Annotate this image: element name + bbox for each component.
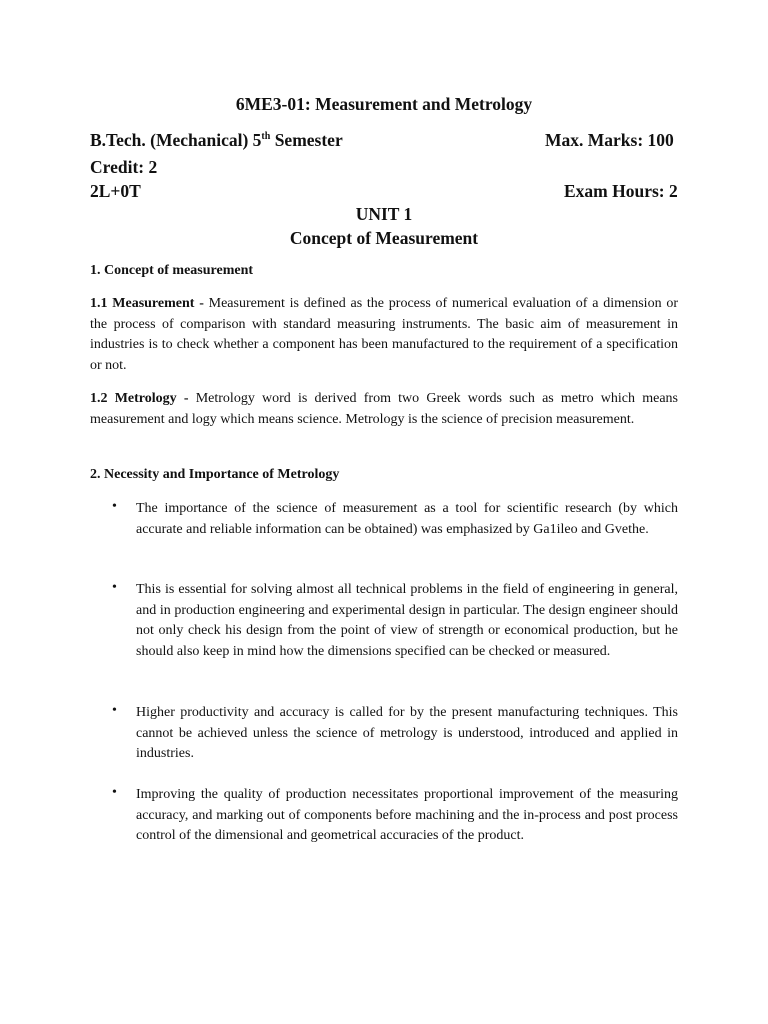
list-item: This is essential for solving almost all technical problems in the field of engineering in general, and in production engineering and experimental design in particular. The design engineer should not only check his design from the point of view of strength or economical production, but he should also keep in mind how the dimensions specified can be checked or measured. <box>136 582 678 659</box>
paragraph-measurement-text: Measurement is defined as the process of numerical evaluation of a dimension or the process of comparison with standard measuring instruments. The basic aim of measurement in industries is to check whether a component has been manufactured to the requirement of a specification or not. <box>90 296 679 373</box>
bullet-icon: • <box>112 580 117 595</box>
paragraph-measurement-label: 1.1 Measurement - <box>90 296 204 311</box>
program-suffix: Semester <box>270 130 343 150</box>
list-item: Improving the quality of production necessitates proportional improvement of the measuring accuracy, and marking out of components before machining and the in-process and post process control of the dimensional and geometrical accuracies of the product. <box>136 787 678 843</box>
unit-title: Concept of Measurement <box>289 228 479 248</box>
section-heading-necessity: 2. Necessity and Importance of Metrology <box>90 467 340 482</box>
max-marks: Max. Marks: 100 <box>545 130 674 150</box>
program-prefix: B.Tech. (Mechanical) 5 <box>90 130 262 150</box>
lecture-tutorial: 2L+0T <box>90 181 141 201</box>
course-title: 6ME3-01: Measurement and Metrology <box>235 94 533 114</box>
paragraph-measurement <box>90 294 678 376</box>
exam-hours: Exam Hours: 2 <box>564 181 678 201</box>
paragraph-metrology <box>90 389 678 430</box>
list-item: Higher productivity and accuracy is called for by the present manufacturing techniques. This cannot be achieved unless the science of metrology is understood, introduced and applied in industries. <box>136 705 678 761</box>
credit: Credit: 2 <box>90 157 158 177</box>
section-heading-concept: 1. Concept of measurement <box>90 263 254 278</box>
list-item: The importance of the science of measurement as a tool for scientific research (by which accurate and reliable information can be obtained) was emphasized by Ga1ileo and Gvethe. <box>136 501 678 537</box>
bullet-icon: • <box>112 703 117 718</box>
paragraph-metrology-label: 1.2 Metrology - <box>90 391 189 406</box>
unit-number: UNIT 1 <box>355 204 413 224</box>
program-superscript: th <box>261 131 271 143</box>
paragraph-metrology-text: Metrology word is derived from two Greek words such as metro which means measurement and logy which means science. Metrology is the science of precision measurement. <box>90 391 678 427</box>
program-line <box>90 130 343 151</box>
bullet-icon: • <box>112 785 117 800</box>
bullet-icon: • <box>112 499 117 514</box>
